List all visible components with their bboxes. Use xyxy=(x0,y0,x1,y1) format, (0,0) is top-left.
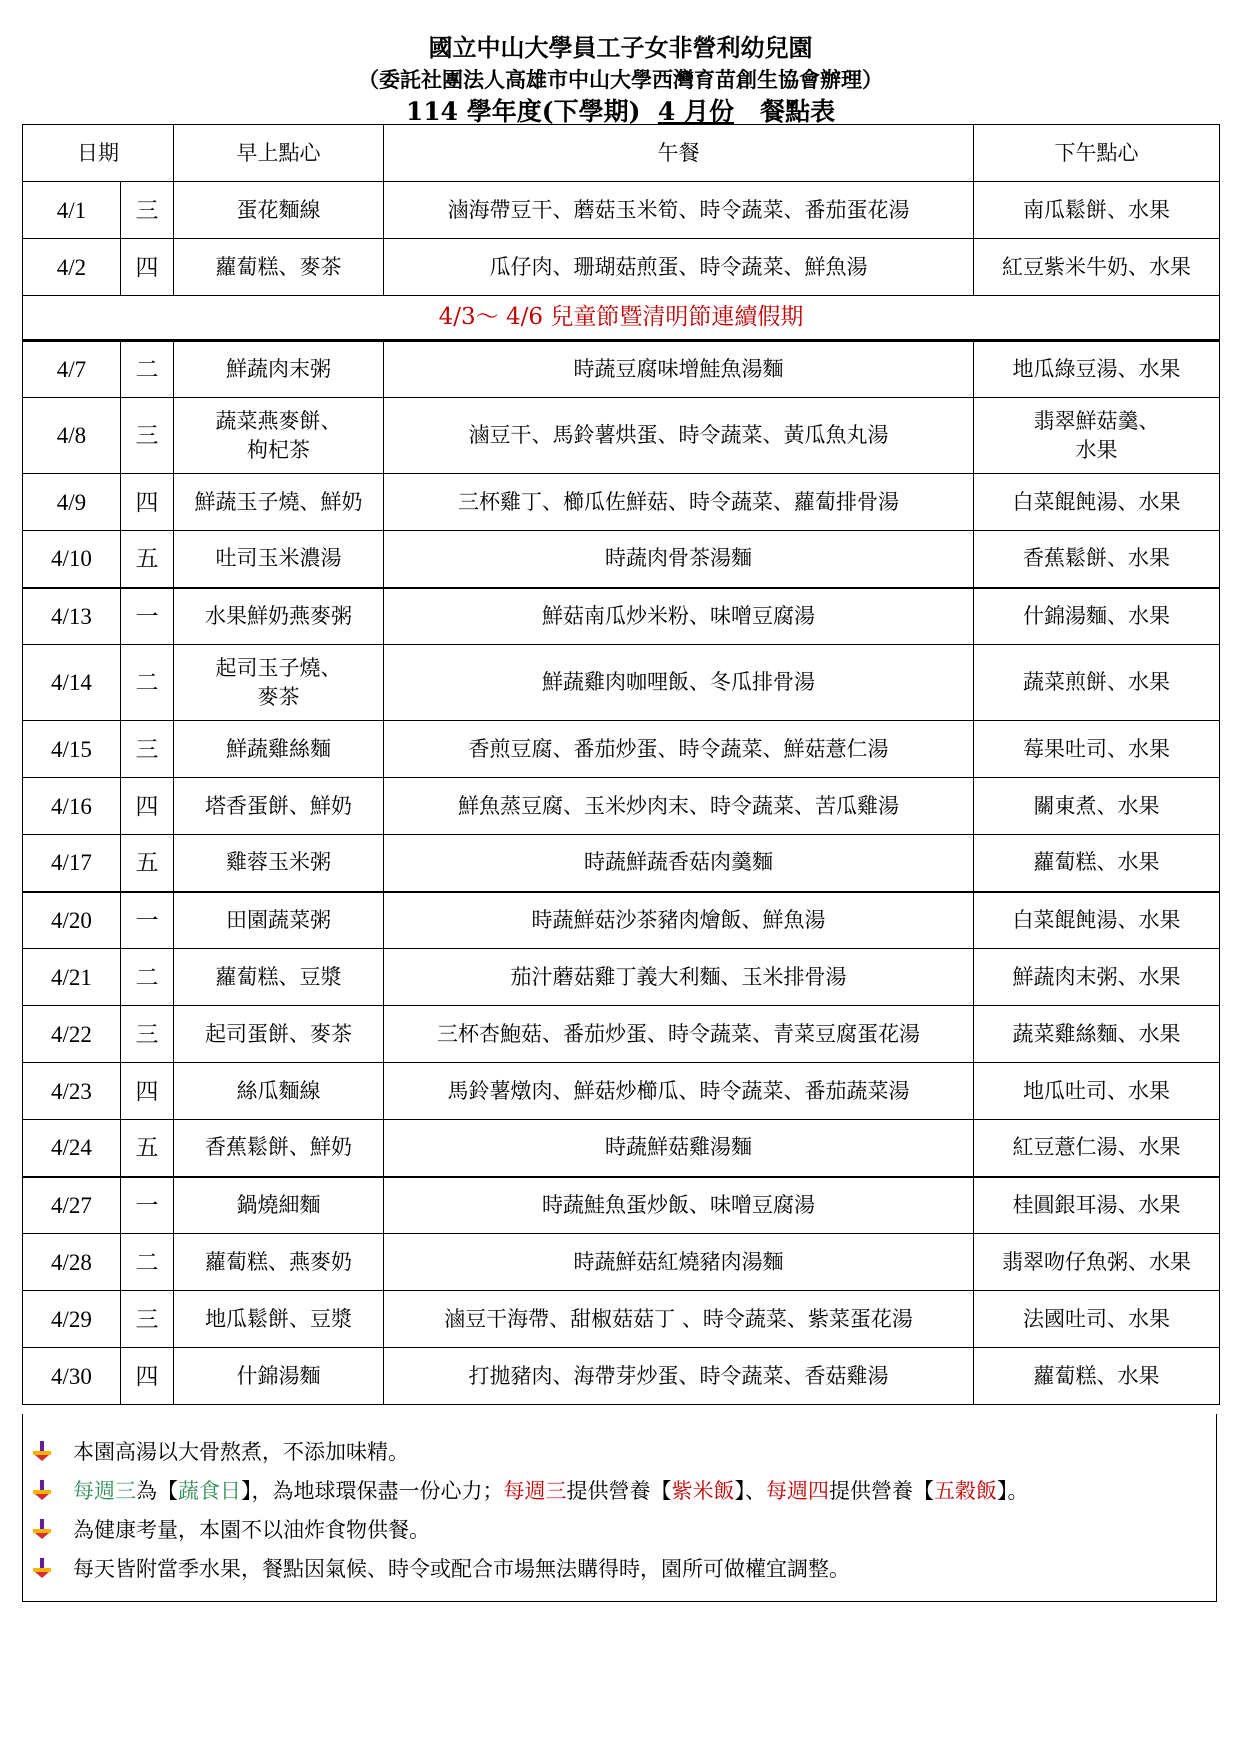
purple-rice-label: 紫米飯 xyxy=(671,1479,735,1503)
table-row xyxy=(23,721,1220,778)
arrow-cross-bullet-icon xyxy=(31,1518,73,1545)
morning-snack-cell: 雞蓉玉米粥 xyxy=(174,835,384,892)
lunch-cell: 時蔬肉骨茶湯麵 xyxy=(384,531,974,588)
arrow-cross-bullet-icon xyxy=(31,1479,73,1506)
note-text-2h: 】、 xyxy=(734,1479,766,1503)
table-row xyxy=(23,1120,1220,1177)
date-cell: 4/10 xyxy=(23,531,121,588)
morning-snack-cell: 什錦湯麵 xyxy=(174,1348,384,1405)
afternoon-snack-cell: 關東煮、水果 xyxy=(974,778,1220,835)
date-cell: 4/17 xyxy=(23,835,121,892)
afternoon-snack-cell: 蘿蔔糕、水果 xyxy=(974,835,1220,892)
morning-snack-cell: 鮮蔬雞絲麵 xyxy=(174,721,384,778)
morning-snack-cell: 田園蔬菜粥 xyxy=(174,892,384,949)
notes-box xyxy=(22,1414,1217,1602)
note-text-2l: 】。 xyxy=(997,1479,1029,1503)
date-cell: 4/16 xyxy=(23,778,121,835)
note-text-2f: 提供營養【 xyxy=(566,1479,672,1503)
morning-snack-cell: 蘿蔔糕、麥茶 xyxy=(174,239,384,296)
date-cell: 4/28 xyxy=(23,1234,121,1291)
weekday-cell: 五 xyxy=(121,1120,174,1177)
term-label: 114 學年度(下學期) xyxy=(405,97,641,126)
morning-line-1: 起司玉子燒、 xyxy=(215,655,342,680)
date-cell: 4/7 xyxy=(23,341,121,398)
lunch-cell: 打拋豬肉、海帶芽炒蛋、時令蔬菜、香菇雞湯 xyxy=(384,1348,974,1405)
date-cell: 4/27 xyxy=(23,1177,121,1234)
weekday-cell: 三 xyxy=(121,1291,174,1348)
weekday-cell: 一 xyxy=(121,1177,174,1234)
col-header-afternoon: 下午點心 xyxy=(974,125,1220,182)
afternoon-snack-cell: 南瓜鬆餅、水果 xyxy=(974,182,1220,239)
morning-snack-cell: 蘿蔔糕、燕麥奶 xyxy=(174,1234,384,1291)
weekday-cell: 五 xyxy=(121,835,174,892)
date-cell: 4/29 xyxy=(23,1291,121,1348)
morning-snack-cell: 水果鮮奶燕麥粥 xyxy=(174,588,384,645)
date-cell: 4/9 xyxy=(23,474,121,531)
afternoon-snack-cell: 地瓜綠豆湯、水果 xyxy=(974,341,1220,398)
afternoon-snack-cell: 法國吐司、水果 xyxy=(974,1291,1220,1348)
grain-rice-label: 五穀飯 xyxy=(934,1479,997,1503)
afternoon-snack-cell: 白菜餛飩湯、水果 xyxy=(974,892,1220,949)
purple-rice-weekday: 每週三 xyxy=(503,1479,567,1503)
grain-rice-weekday: 每週四 xyxy=(766,1479,829,1503)
note-text-3: 為健康考量，本園不以油炸食物供餐。 xyxy=(73,1518,430,1542)
morning-snack-cell: 鮮蔬肉末粥 xyxy=(174,341,384,398)
lunch-cell: 三杯杏鮑菇、番茄炒蛋、時令蔬菜、青菜豆腐蛋花湯 xyxy=(384,1006,974,1063)
morning-snack-cell: 塔香蛋餅、鮮奶 xyxy=(174,778,384,835)
lunch-cell: 滷海帶豆干、蘑菇玉米筍、時令蔬菜、番茄蛋花湯 xyxy=(384,182,974,239)
table-row xyxy=(23,474,1220,531)
table-row xyxy=(23,645,1220,721)
menu-label: 餐點表 xyxy=(760,97,836,126)
date-cell: 4/24 xyxy=(23,1120,121,1177)
lunch-cell: 時蔬鮮蔬香菇肉羹麵 xyxy=(384,835,974,892)
table-row xyxy=(23,778,1220,835)
morning-line-2: 麥茶 xyxy=(257,684,300,709)
weekday-cell: 一 xyxy=(121,892,174,949)
note-item xyxy=(31,1436,409,1467)
lunch-cell: 時蔬鮮菇沙茶豬肉燴飯、鮮魚湯 xyxy=(384,892,974,949)
meal-table xyxy=(22,124,1220,1405)
lunch-cell: 時蔬豆腐味增鮭魚湯麵 xyxy=(384,341,974,398)
note-text-4: 每天皆附當季水果，餐點因氣候、時令或配合市場無法購得時，園所可做權宜調整。 xyxy=(73,1557,850,1581)
date-cell: 4/22 xyxy=(23,1006,121,1063)
note-text-1: 本園高湯以大骨熬煮，不添加味精。 xyxy=(73,1440,409,1464)
table-row xyxy=(23,835,1220,892)
table-header-row xyxy=(23,125,1220,182)
morning-snack-cell xyxy=(174,398,384,474)
lunch-cell: 滷豆干海帶、甜椒菇菇丁 、時令蔬菜、紫菜蛋花湯 xyxy=(384,1291,974,1348)
table-row xyxy=(23,1063,1220,1120)
afternoon-snack-cell: 蔬菜雞絲麵、水果 xyxy=(974,1006,1220,1063)
note-item xyxy=(31,1514,430,1545)
morning-snack-cell: 地瓜鬆餅、豆漿 xyxy=(174,1291,384,1348)
afternoon-snack-cell: 紅豆薏仁湯、水果 xyxy=(974,1120,1220,1177)
weekday-cell: 三 xyxy=(121,182,174,239)
morning-snack-cell: 香蕉鬆餅、鮮奶 xyxy=(174,1120,384,1177)
weekday-cell: 五 xyxy=(121,531,174,588)
table-row xyxy=(23,1177,1220,1234)
lunch-cell: 瓜仔肉、珊瑚菇煎蛋、時令蔬菜、鮮魚湯 xyxy=(384,239,974,296)
weekday-cell: 四 xyxy=(121,474,174,531)
afternoon-snack-cell: 紅豆紫米牛奶、水果 xyxy=(974,239,1220,296)
table-row xyxy=(23,949,1220,1006)
note-text-2b: 為【 xyxy=(136,1479,178,1503)
morning-snack-cell: 鮮蔬玉子燒、鮮奶 xyxy=(174,474,384,531)
morning-snack-cell: 絲瓜麵線 xyxy=(174,1063,384,1120)
morning-snack-cell xyxy=(174,645,384,721)
note-text-2d: 】，為地球環保盡一份心力； xyxy=(241,1479,504,1503)
table-row xyxy=(23,1348,1220,1405)
col-header-date: 日期 xyxy=(23,125,174,182)
morning-snack-cell: 鍋燒細麵 xyxy=(174,1177,384,1234)
lunch-cell: 鮮菇南瓜炒米粉、味噌豆腐湯 xyxy=(384,588,974,645)
month-label: 4 月份 xyxy=(657,97,734,126)
afternoon-snack-cell xyxy=(974,398,1220,474)
table-row xyxy=(23,531,1220,588)
table-row xyxy=(23,239,1220,296)
afternoon-snack-cell: 桂圓銀耳湯、水果 xyxy=(974,1177,1220,1234)
table-row xyxy=(23,341,1220,398)
date-cell: 4/13 xyxy=(23,588,121,645)
date-cell: 4/20 xyxy=(23,892,121,949)
date-cell: 4/15 xyxy=(23,721,121,778)
weekday-cell: 四 xyxy=(121,778,174,835)
lunch-cell: 香煎豆腐、番茄炒蛋、時令蔬菜、鮮菇薏仁湯 xyxy=(384,721,974,778)
afternoon-line-2: 水果 xyxy=(1075,437,1118,462)
afternoon-snack-cell: 白菜餛飩湯、水果 xyxy=(974,474,1220,531)
morning-line-2: 枸杞茶 xyxy=(247,437,310,462)
veg-day-weekday: 每週三 xyxy=(73,1479,136,1503)
weekday-cell: 二 xyxy=(121,1234,174,1291)
weekday-cell: 二 xyxy=(121,645,174,721)
term-heading xyxy=(0,92,1241,128)
lunch-cell: 滷豆干、馬鈴薯烘蛋、時令蔬菜、黃瓜魚丸湯 xyxy=(384,398,974,474)
page-subtitle: （委託社團法人高雄市中山大學西灣育苗創生協會辦理） xyxy=(358,67,883,92)
date-cell: 4/14 xyxy=(23,645,121,721)
date-cell: 4/8 xyxy=(23,398,121,474)
note-text-2j: 提供營養【 xyxy=(829,1479,934,1503)
col-header-lunch: 午餐 xyxy=(384,125,974,182)
col-header-morning: 早上點心 xyxy=(174,125,384,182)
afternoon-snack-cell: 香蕉鬆餅、水果 xyxy=(974,531,1220,588)
weekday-cell: 三 xyxy=(121,721,174,778)
arrow-cross-bullet-icon xyxy=(31,1557,73,1584)
morning-snack-cell: 吐司玉米濃湯 xyxy=(174,531,384,588)
afternoon-snack-cell: 什錦湯麵、水果 xyxy=(974,588,1220,645)
date-cell: 4/21 xyxy=(23,949,121,1006)
weekday-cell: 二 xyxy=(121,949,174,1006)
table-row xyxy=(23,182,1220,239)
lunch-cell: 鮮魚蒸豆腐、玉米炒肉末、時令蔬菜、苦瓜雞湯 xyxy=(384,778,974,835)
note-item xyxy=(31,1475,1029,1506)
holiday-row xyxy=(23,296,1220,341)
arrow-cross-bullet-icon xyxy=(31,1440,73,1467)
lunch-cell: 茄汁蘑菇雞丁義大利麵、玉米排骨湯 xyxy=(384,949,974,1006)
table-row xyxy=(23,1006,1220,1063)
veg-day-label: 蔬食日 xyxy=(178,1479,241,1503)
lunch-cell: 三杯雞丁、櫛瓜佐鮮菇、時令蔬菜、蘿蔔排骨湯 xyxy=(384,474,974,531)
lunch-cell: 鮮蔬雞肉咖哩飯、冬瓜排骨湯 xyxy=(384,645,974,721)
morning-snack-cell: 起司蛋餅、麥茶 xyxy=(174,1006,384,1063)
table-row xyxy=(23,588,1220,645)
lunch-cell: 時蔬鮭魚蛋炒飯、味噌豆腐湯 xyxy=(384,1177,974,1234)
holiday-notice: 4/3～ 4/6 兒童節暨清明節連續假期 xyxy=(23,296,1220,341)
weekday-cell: 一 xyxy=(121,588,174,645)
weekday-cell: 三 xyxy=(121,398,174,474)
date-cell: 4/30 xyxy=(23,1348,121,1405)
morning-line-1: 蔬菜燕麥餅、 xyxy=(215,408,342,433)
weekday-cell: 四 xyxy=(121,1348,174,1405)
weekday-cell: 四 xyxy=(121,1063,174,1120)
weekday-cell: 四 xyxy=(121,239,174,296)
afternoon-snack-cell: 鮮蔬肉末粥、水果 xyxy=(974,949,1220,1006)
morning-snack-cell: 蛋花麵線 xyxy=(174,182,384,239)
afternoon-snack-cell: 蔬菜煎餅、水果 xyxy=(974,645,1220,721)
lunch-cell: 馬鈴薯燉肉、鮮菇炒櫛瓜、時令蔬菜、番茄蔬菜湯 xyxy=(384,1063,974,1120)
date-cell: 4/23 xyxy=(23,1063,121,1120)
date-cell: 4/2 xyxy=(23,239,121,296)
lunch-cell: 時蔬鮮菇紅燒豬肉湯麵 xyxy=(384,1234,974,1291)
morning-snack-cell: 蘿蔔糕、豆漿 xyxy=(174,949,384,1006)
afternoon-snack-cell: 莓果吐司、水果 xyxy=(974,721,1220,778)
afternoon-snack-cell: 蘿蔔糕、水果 xyxy=(974,1348,1220,1405)
table-row xyxy=(23,1291,1220,1348)
note-item xyxy=(31,1553,850,1584)
date-cell: 4/1 xyxy=(23,182,121,239)
weekday-cell: 三 xyxy=(121,1006,174,1063)
weekday-cell: 二 xyxy=(121,341,174,398)
afternoon-line-1: 翡翠鮮菇羹、 xyxy=(1033,408,1160,433)
afternoon-snack-cell: 地瓜吐司、水果 xyxy=(974,1063,1220,1120)
table-row xyxy=(23,398,1220,474)
table-row xyxy=(23,1234,1220,1291)
lunch-cell: 時蔬鮮菇雞湯麵 xyxy=(384,1120,974,1177)
page-title: 國立中山大學員工子女非營利幼兒園 xyxy=(428,33,813,62)
table-row xyxy=(23,892,1220,949)
afternoon-snack-cell: 翡翠吻仔魚粥、水果 xyxy=(974,1234,1220,1291)
